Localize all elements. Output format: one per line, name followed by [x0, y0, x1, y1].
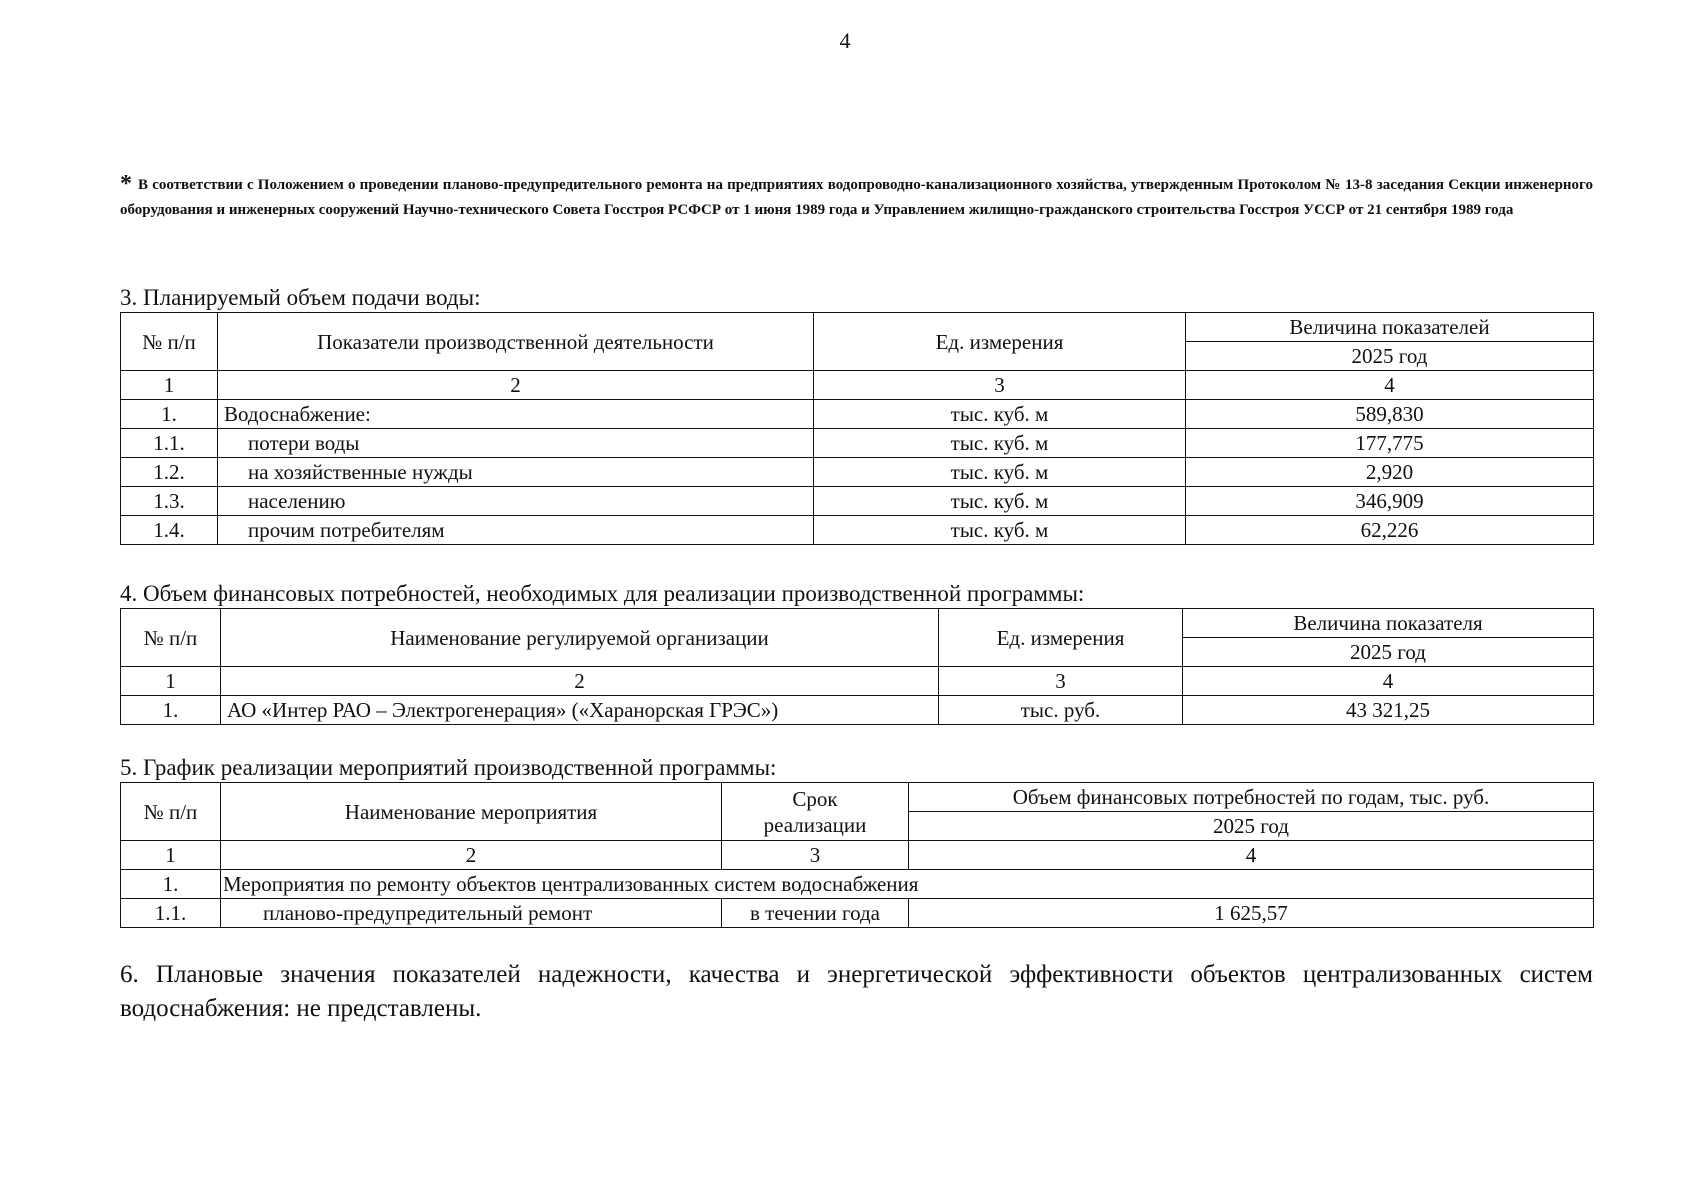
section4-heading: 4. Объем финансовых потребностей, необходимых для реализации производственной программы: — [120, 581, 1085, 606]
row-unit: тыс. руб. — [939, 696, 1183, 725]
table-row — [121, 696, 1594, 725]
financial-needs-table — [120, 608, 1594, 725]
row-name: Водоснабжение: — [218, 400, 814, 429]
row-num: 1.3. — [121, 487, 218, 516]
water-supply-table — [120, 312, 1594, 545]
row-num: 1.2. — [121, 458, 218, 487]
table-row — [121, 400, 1594, 429]
row-unit: тыс. куб. м — [814, 458, 1186, 487]
header-term — [722, 783, 909, 841]
header-year: 2025 год — [1186, 342, 1594, 371]
header-value-group: Объем финансовых потребностей по годам, тыс. руб. — [909, 783, 1594, 812]
header-unit: Ед. измерения — [939, 609, 1183, 667]
table-row — [121, 870, 1594, 899]
row-name: АО «Интер РАО – Электрогенерация» («Харанорская ГРЭС») — [221, 696, 939, 725]
row-num: 1. — [121, 696, 221, 725]
header-value-group: Величина показателей — [1186, 313, 1594, 342]
row-num: 1. — [121, 870, 221, 899]
col-number: 1 — [121, 841, 221, 870]
row-value: 43 321,25 — [1183, 696, 1594, 725]
row-name: на хозяйственные нужды — [218, 458, 814, 487]
footnote-marker: * — [120, 171, 132, 197]
row-value: 2,920 — [1186, 458, 1594, 487]
section5-heading: 5. График реализации мероприятий производственной программы: — [120, 755, 777, 780]
row-name: прочим потребителям — [218, 516, 814, 545]
page-number: 4 — [839, 28, 851, 53]
row-unit: тыс. куб. м — [814, 487, 1186, 516]
col-number: 2 — [218, 371, 814, 400]
header-year: 2025 год — [909, 812, 1594, 841]
table-row — [121, 516, 1594, 545]
header-num: № п/п — [121, 783, 221, 841]
row-name: потери воды — [218, 429, 814, 458]
header-unit: Ед. измерения — [814, 313, 1186, 371]
table-row — [121, 487, 1594, 516]
row-value: 589,830 — [1186, 400, 1594, 429]
col-number: 1 — [121, 371, 218, 400]
header-event: Наименование мероприятия — [221, 783, 722, 841]
col-number: 4 — [909, 841, 1594, 870]
row-unit: тыс. куб. м — [814, 516, 1186, 545]
col-number: 2 — [221, 841, 722, 870]
row-name: населению — [218, 487, 814, 516]
header-value-group: Величина показателя — [1183, 609, 1594, 638]
table-row — [121, 429, 1594, 458]
header-org: Наименование регулируемой организации — [221, 609, 939, 667]
row-unit: тыс. куб. м — [814, 429, 1186, 458]
header-num: № п/п — [121, 609, 221, 667]
row-num: 1.1. — [121, 429, 218, 458]
row-value: 346,909 — [1186, 487, 1594, 516]
col-number: 3 — [814, 371, 1186, 400]
row-value: 177,775 — [1186, 429, 1594, 458]
col-number: 1 — [121, 667, 221, 696]
col-number: 3 — [722, 841, 909, 870]
col-number: 2 — [221, 667, 939, 696]
section3-heading: 3. Планируемый объем подачи воды: — [120, 285, 481, 310]
col-number: 4 — [1183, 667, 1594, 696]
row-num: 1.1. — [121, 899, 221, 928]
header-term-line2: реализации — [763, 812, 867, 837]
col-number: 3 — [939, 667, 1183, 696]
row-value: 1 625,57 — [909, 899, 1594, 928]
footnote — [120, 172, 1593, 223]
col-number: 4 — [1186, 371, 1594, 400]
header-year: 2025 год — [1183, 638, 1594, 667]
group-row-name: Мероприятия по ремонту объектов централизованных систем водоснабжения — [221, 870, 1594, 899]
header-indicator: Показатели производственной деятельности — [218, 313, 814, 371]
header-term-line1: Срок — [792, 786, 838, 811]
header-num: № п/п — [121, 313, 218, 371]
row-term: в течении года — [722, 899, 909, 928]
row-num: 1.4. — [121, 516, 218, 545]
table-row — [121, 899, 1594, 928]
footnote-text: В соответствии с Положением о проведении планово-предупредительного ремонта на предприятиях водопроводно-канализационного хозяйства, утвержденным Протоколом № 13-8 заседания Секции инженерного оборудования и инженерных сооружений Научно-технического Совета Госстроя РСФСР от 1 июня 1989 года и Управлением жилищно-гражданского строительства Госстроя УССР от 21 сентября 1989 года — [120, 177, 1593, 218]
table-row — [121, 458, 1594, 487]
row-unit: тыс. куб. м — [814, 400, 1186, 429]
row-name: планово-предупредительный ремонт — [221, 899, 722, 928]
section6-text: 6. Плановые значения показателей надежности, качества и энергетической эффективности объектов централизованных систем водоснабжения: не представлены. — [120, 961, 1593, 1022]
row-value: 62,226 — [1186, 516, 1594, 545]
schedule-table — [120, 782, 1594, 928]
row-num: 1. — [121, 400, 218, 429]
